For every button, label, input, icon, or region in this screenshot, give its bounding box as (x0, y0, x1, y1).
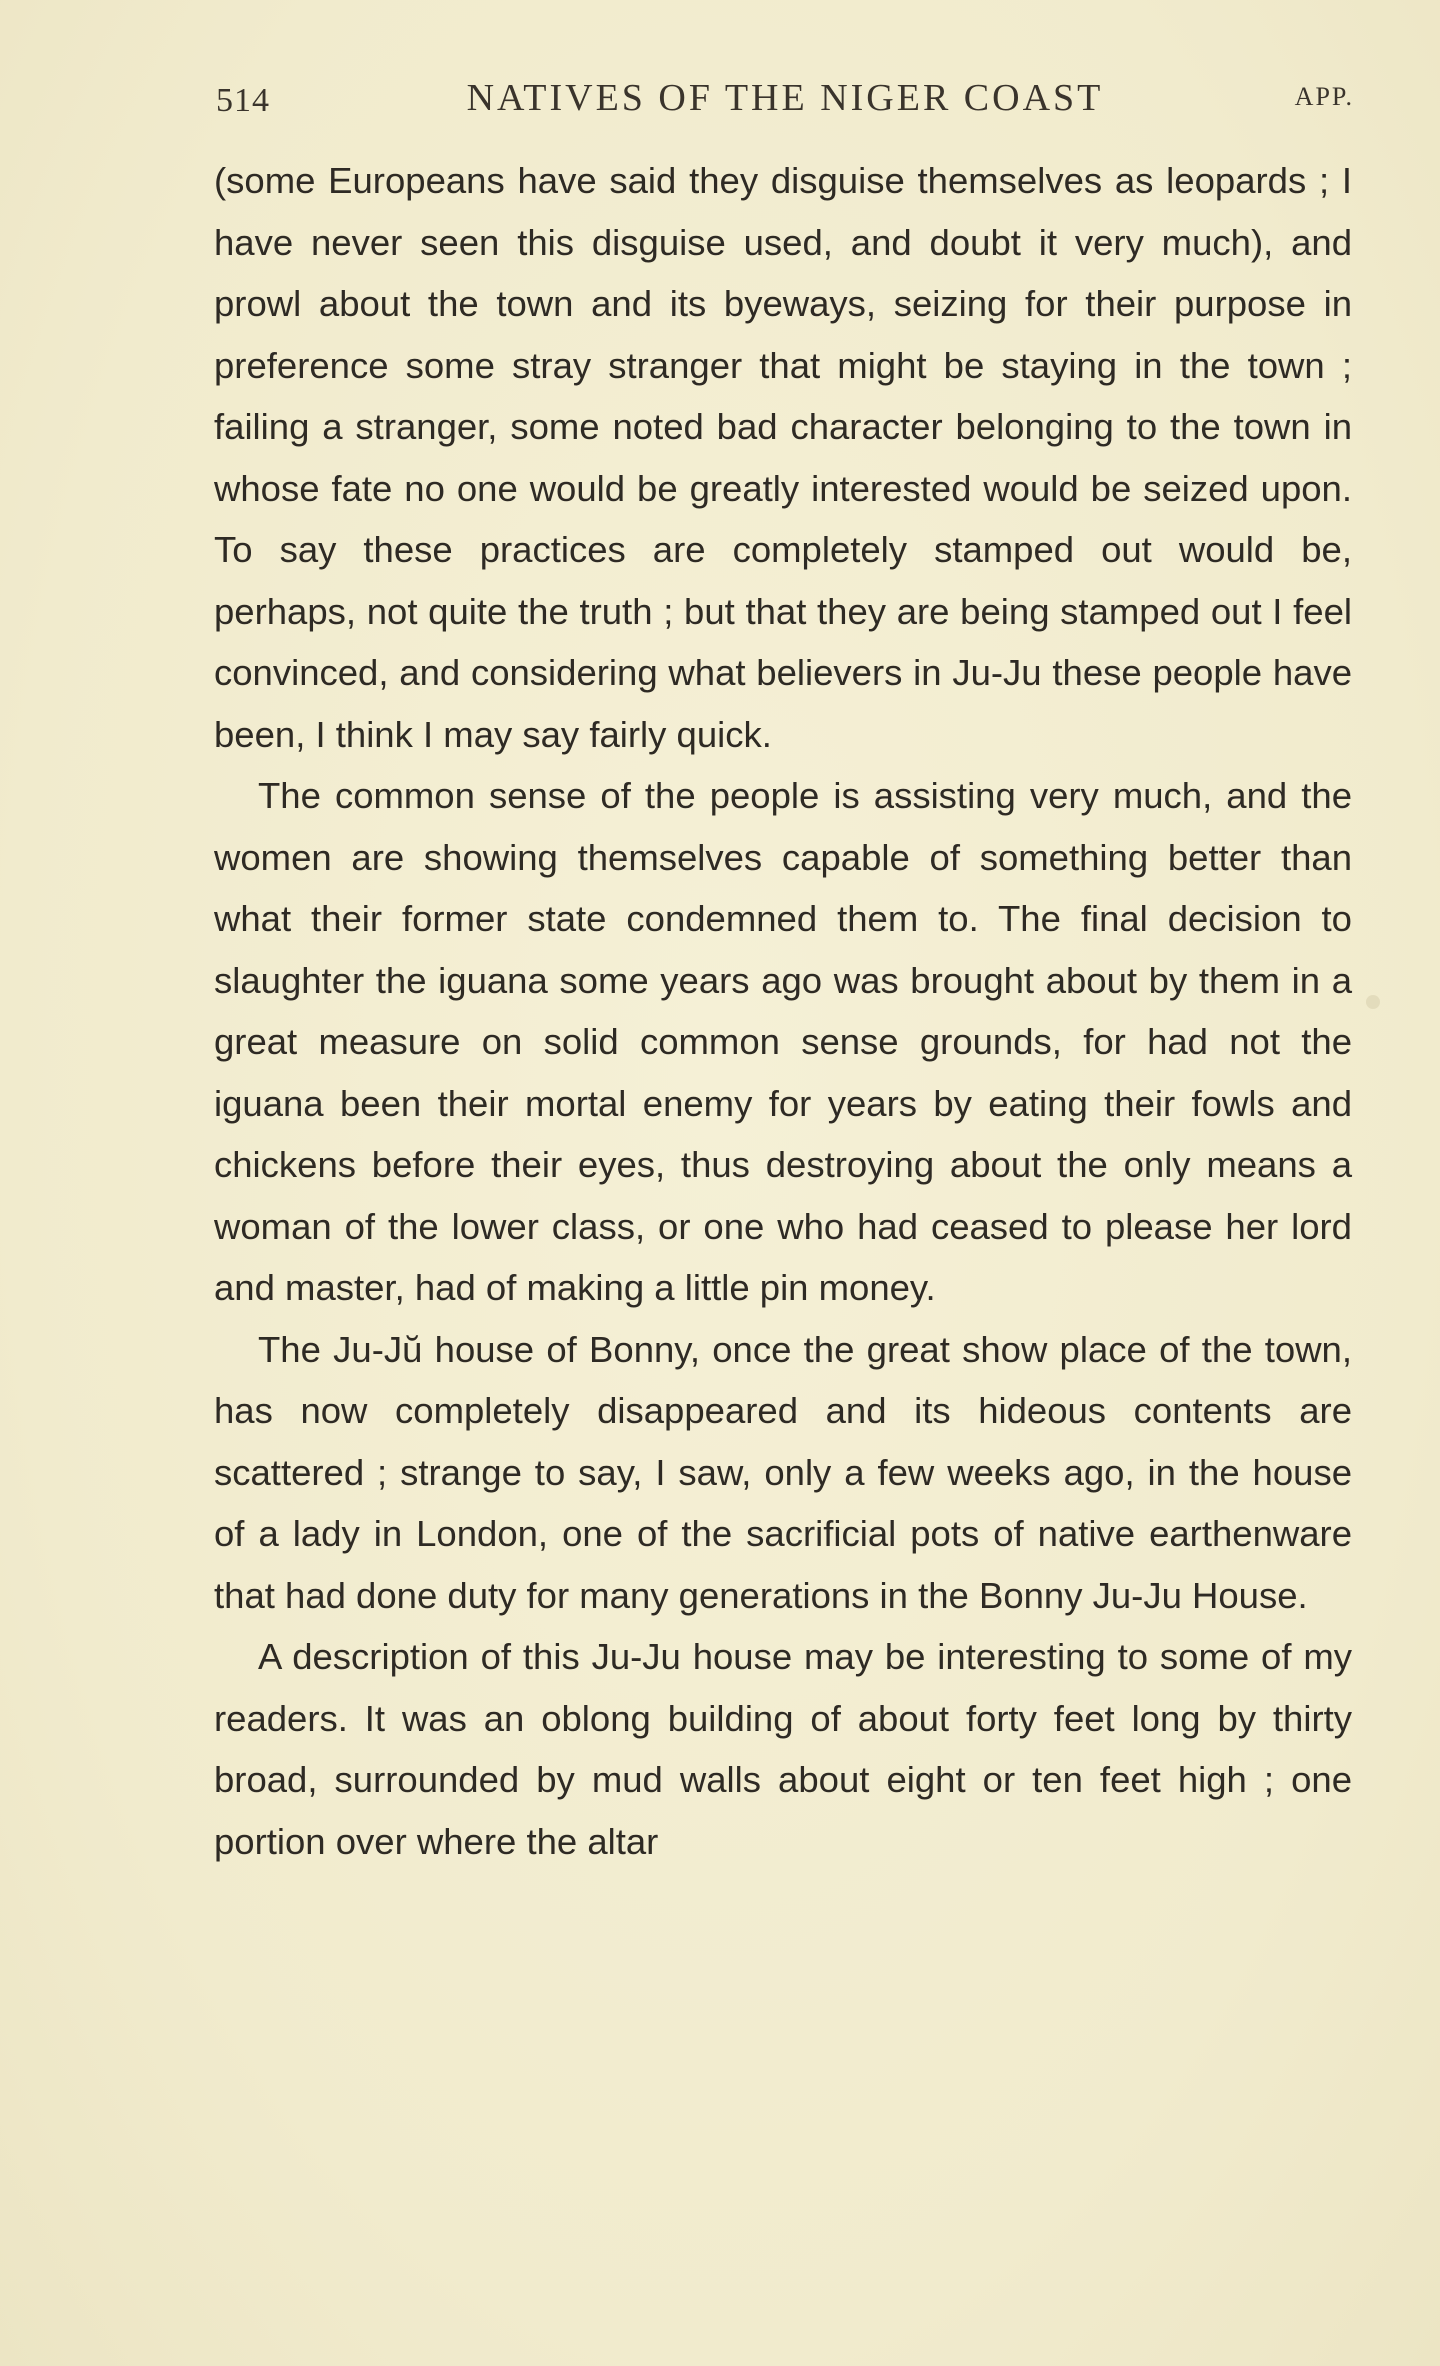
paragraph-4: A description of this Ju-Ju house may be interesting to some of my readers. It was an oblong building of about forty feet long by thirty broad, surrounded by mud walls about eight or ten feet high ; one portion over where the altar (214, 1636, 1352, 1862)
page-number: 514 (216, 82, 270, 119)
paragraph-2: The common sense of the people is assisting very much, and the women are showing themselves capable of something better than what their former state condemned them to. The final decision to slaughter the iguana some years ago was brought about by them in a great measure on solid common sense grounds, for had not the iguana been their mortal enemy for years by eating their fowls and chickens before their eyes, thus destroying about the only means a woman of the lower class, or one who had ceased to please her lord and master, had of making a little pin money. (214, 775, 1352, 1308)
paper-speck (1366, 995, 1380, 1009)
running-head-title: NATIVES OF THE NIGER COAST (466, 77, 1104, 119)
running-head-section: APP. (1294, 82, 1354, 111)
paragraph-1: (some Europeans have said they disguise themselves as leopards ; I have never seen this disguise used, and doubt it very much), and prowl about the town and its byeways, seizing for their purpose in preference some stray stranger that might be staying in the town ; failing a stranger, some noted bad character belonging to the town in whose fate no one would be greatly interested would be seized upon. To say these practices are completely stamped out would be, perhaps, not quite the truth ; but that they are being stamped out I feel convinced, and considering what believers in Ju-Ju these people have been, I think I may say fairly quick. (214, 160, 1352, 755)
running-head (216, 74, 1354, 134)
paragraph-3: The Ju-Jŭ house of Bonny, once the great show place of the town, has now completely disappeared and its hideous contents are scattered ; strange to say, I saw, only a few weeks ago, in the house of a lady in London, one of the sacrificial pots of native earthenware that had done duty for many generations in the Bonny Ju-Ju House. (214, 1328, 1352, 1616)
body-text (214, 150, 1352, 1872)
